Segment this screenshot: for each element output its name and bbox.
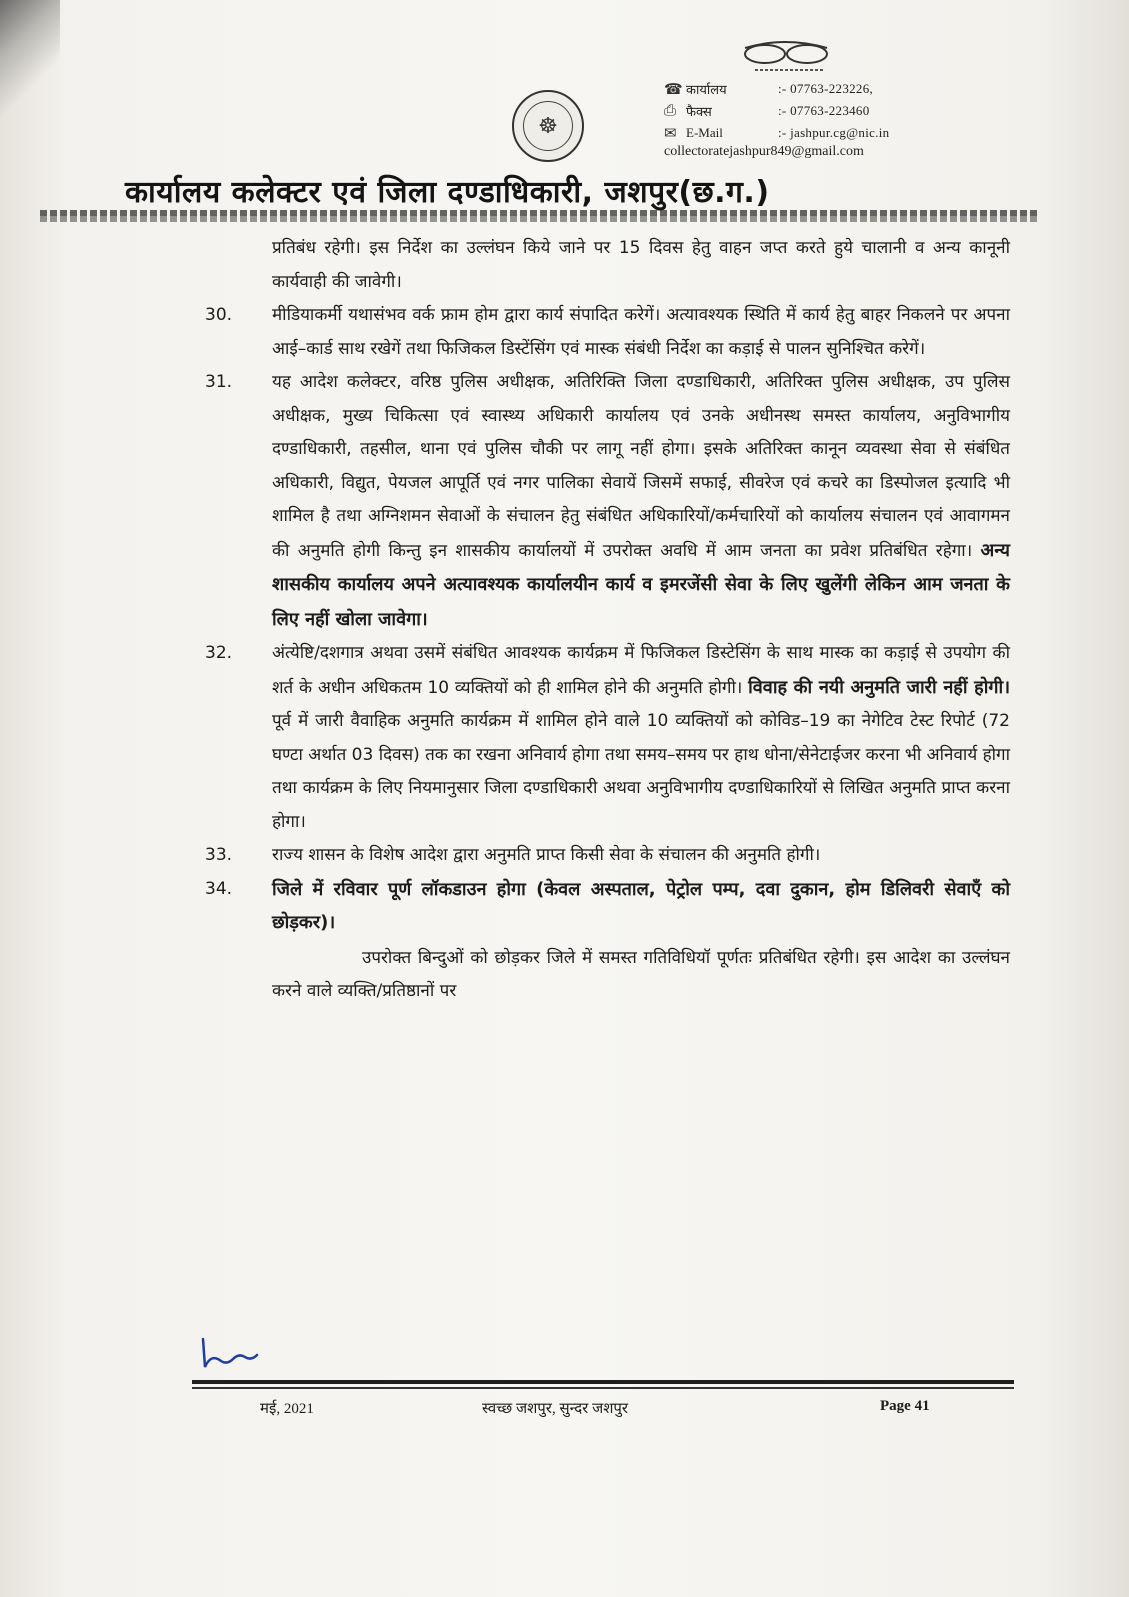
footer-slogan: स्वच्छ जशपुर, सुन्दर जशपुर: [482, 1401, 629, 1417]
item-text: मीडियाकर्मी यथासंभव वर्क फ्राम होम द्वारा कार्य संपादित करेगें। अत्यावश्यक स्थिति में कार्य हेतु बाहर निकलने पर अपना आई–कार्ड साथ रखेगें तथा फिजिकल डिस्टेंसिंग एवं मास्क संबंधी निर्देश का कड़ाई से पालन सुनिश्चित करेगें।: [272, 305, 1010, 359]
footer-rule: [192, 1380, 1014, 1384]
contact-phone: ☎ कार्यालय :- 07763-223226,: [664, 81, 874, 98]
item-text-plain-2: पूर्व में जारी वैवाहिक अनुमति कार्यक्रम में शामिल होने वाले 10 व्यक्तियों को कोविड–19 का नेगेटिव टेस्ट रिपोर्ट (72 घण्टा अर्थात 03 दिवस) तक का रखना अनिवार्य होगा तथा समय–समय पर हाथ धोना/सेनेटाईजर करना भी अनिवार्य होगा तथा कार्यक्रम के लिए नियमानुसार जिला दण्डाधिकारी अथवा अनुविभागीय दण्डाधिकारियों से लिखित अनुमति प्राप्त करना होगा।: [272, 711, 1010, 832]
closing-paragraph: [272, 942, 1010, 1009]
item-number: 32.: [205, 643, 233, 663]
order-item-31: [205, 366, 1010, 637]
item-number: 34.: [205, 878, 233, 899]
item-text: राज्य शासन के विशेष आदेश द्वारा अनुमति प्राप्त किसी सेवा के संचालन की अनुमति होगी।: [272, 845, 821, 865]
order-item-30: [205, 299, 1010, 366]
order-item-32: [205, 637, 1010, 839]
page-number: Page 41: [880, 1398, 930, 1414]
header-divider-secondary: [40, 216, 1040, 222]
item-text: [272, 366, 1010, 637]
office-title: कार्यालय कलेक्टर एवं जिला दण्डाधिकारी, जशपुर(छ.ग.): [125, 175, 770, 210]
ashoka-pillar-icon: ☸: [523, 101, 573, 151]
contact-block: [664, 78, 1004, 166]
item-text: [272, 637, 1010, 839]
item-text-plain: यह आदेश कलेक्टर, वरिष्ठ पुलिस अधीक्षक, अतिरिक्ति जिला दण्डाधिकारी, अतिरिक्त पुलिस अधीक्षक, उप पुलिस अधीक्षक, मुख्य चिकित्सा एवं स्वास्थ्य अधिकारी कार्यालय एवं उनके अधीनस्थ समस्त कार्यालय, अनुविभागीय दण्डाधिकारी, तहसील, थाना एवं पुलिस चौकी पर लागू नहीं होगा। इसके अतिरिक्त कानून व्यवस्था सेवा से संबंधित अधिकारी, विद्युत, पेयजल आपूर्ति एवं नगर पालिका सेवायें जिसमें सफाई, सीवरेज एवं कचरे का डिस्पोजल इत्यादि भी शामिल है तथा अग्निशमन सेवाओं के संचालन हेतु संबंधित अधिकारियों/कर्मचारियों को कार्यालय संचालन एवं आवागमन की अनुमति होगी किन्तु इन शासकीय कार्यालयों में उपरोक्त अवधि में आम जनता का प्रवेश प्रतिबंधित रहेगा।: [272, 372, 1010, 561]
secondary-email: collectoratejashpur849@gmail.com: [664, 144, 864, 159]
item-text-plain: अंत्येष्टि/दशगात्र अथवा उसमें संबंधित आवश्यक कार्यक्रम में फिजिकल डिस्टेसिंग के साथ मास्क का कड़ाई से उपयोग की शर्त के अधीन अधिकतम 10 व्यक्तियों को ही शामिल होने की अनुमति होगी।: [272, 643, 1010, 698]
order-item-34: [205, 873, 1010, 940]
item-text-bold: विवाह की नयी अनुमति जारी नहीं होगी।: [748, 676, 1011, 698]
fax-icon: ⎙: [664, 103, 677, 119]
contact-fax: ⎙ फैक्स :- 07763-223460: [664, 103, 870, 119]
government-emblem-icon: [512, 90, 584, 162]
order-item-33: [205, 839, 1010, 873]
order-body: [205, 232, 1010, 1009]
footer-date: मई, 2021: [260, 1401, 314, 1417]
item-text-bold: जिले में रविवार पूर्ण लॉकडाउन होगा (केवल अस्पताल, पेट्रोल पम्प, दवा दुकान, होम डिलिवरी सेवाएँ को छोड़कर)।: [272, 878, 1010, 933]
item-number: 30.: [205, 305, 233, 325]
closing-text: उपरोक्त बिन्दुओं को छोड़कर जिले में समस्त गतिविधियॉ पूर्णतः प्रतिबंधित रहेगी। इस आदेश का उल्लंघन करने वाले व्यक्ति/प्रतिष्ठानों पर: [272, 947, 1010, 1001]
handwritten-initials-icon: [195, 1335, 265, 1375]
contact-email: ✉ E-Mail :- jashpur.cg@nic.in: [664, 125, 890, 142]
footer-rule-thin: [192, 1387, 1014, 1389]
letterhead: [0, 0, 1129, 230]
item-text-bold: अन्य शासकीय कार्यालय अपने अत्यावश्यक कार्यालयीन कार्य व इमरजेंसी सेवा के लिए खुलेंगी लेकिन आम जनता के लिए नहीं खोला जावेगा।: [272, 539, 1010, 630]
swachh-bharat-logo-icon: [735, 40, 845, 74]
continued-paragraph: प्रतिबंध रहेगी। इस निर्देश का उल्लंघन किये जाने पर 15 दिवस हेतु वाहन जप्त करते हुये चालानी व अन्य कानूनी कार्यवाही की जावेगी।: [272, 238, 1010, 292]
page-footer: [260, 1398, 960, 1422]
mail-icon: ✉: [664, 125, 677, 142]
item-number: 33.: [205, 845, 233, 865]
item-number: 31.: [205, 372, 233, 392]
phone-icon: ☎: [664, 81, 683, 98]
